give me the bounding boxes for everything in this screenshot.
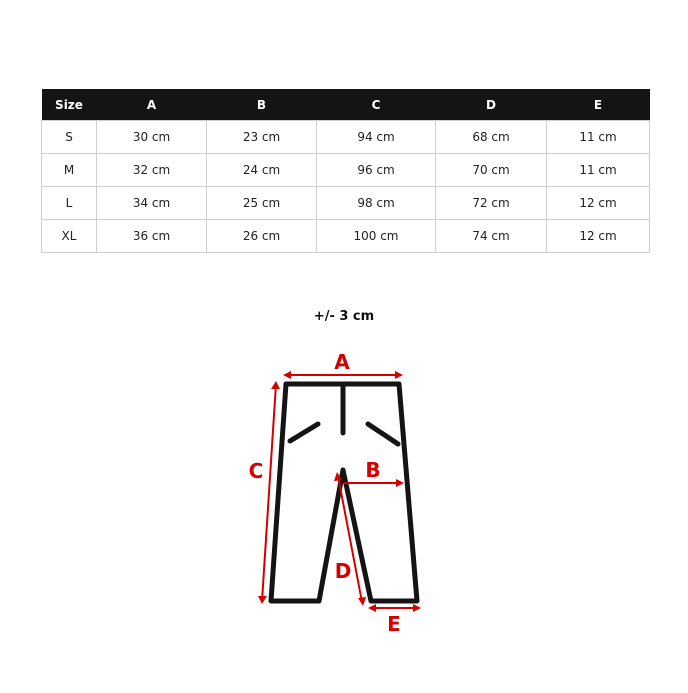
table-cell: 23 cm bbox=[207, 121, 317, 154]
table-cell: 34 cm bbox=[97, 187, 207, 220]
header-size: Size bbox=[42, 89, 97, 121]
table-cell: 25 cm bbox=[207, 187, 317, 220]
header-c: C bbox=[317, 89, 436, 121]
table-cell: 100 cm bbox=[317, 220, 436, 253]
label-a: A bbox=[334, 350, 350, 374]
table-cell: 11 cm bbox=[547, 121, 650, 154]
table-cell: 94 cm bbox=[317, 121, 436, 154]
label-c: C bbox=[248, 459, 264, 483]
table-cell: 12 cm bbox=[547, 187, 650, 220]
table-cell: 98 cm bbox=[317, 187, 436, 220]
table-cell: 36 cm bbox=[97, 220, 207, 253]
label-e: E bbox=[387, 612, 401, 636]
header-e: E bbox=[547, 89, 650, 121]
table-cell: 12 cm bbox=[547, 220, 650, 253]
table-cell: L bbox=[42, 187, 97, 220]
table-cell: XL bbox=[42, 220, 97, 253]
table-cell: M bbox=[42, 154, 97, 187]
table-cell: 11 cm bbox=[547, 154, 650, 187]
tolerance-note: +/- 3 cm bbox=[313, 309, 375, 324]
table-cell: 30 cm bbox=[97, 121, 207, 154]
table-cell: 24 cm bbox=[207, 154, 317, 187]
measure-e-line bbox=[368, 604, 421, 612]
table-cell: 70 cm bbox=[436, 154, 547, 187]
table-cell: S bbox=[42, 121, 97, 154]
table-cell: 96 cm bbox=[317, 154, 436, 187]
label-b: B bbox=[365, 458, 381, 482]
header-b: B bbox=[207, 89, 317, 121]
table-cell: 74 cm bbox=[436, 220, 547, 253]
table-cell: 26 cm bbox=[207, 220, 317, 253]
table-cell: 68 cm bbox=[436, 121, 547, 154]
table-cell: 32 cm bbox=[97, 154, 207, 187]
table-cell: 72 cm bbox=[436, 187, 547, 220]
label-d: D bbox=[334, 559, 352, 583]
header-d: D bbox=[436, 89, 547, 121]
header-a: A bbox=[97, 89, 207, 121]
